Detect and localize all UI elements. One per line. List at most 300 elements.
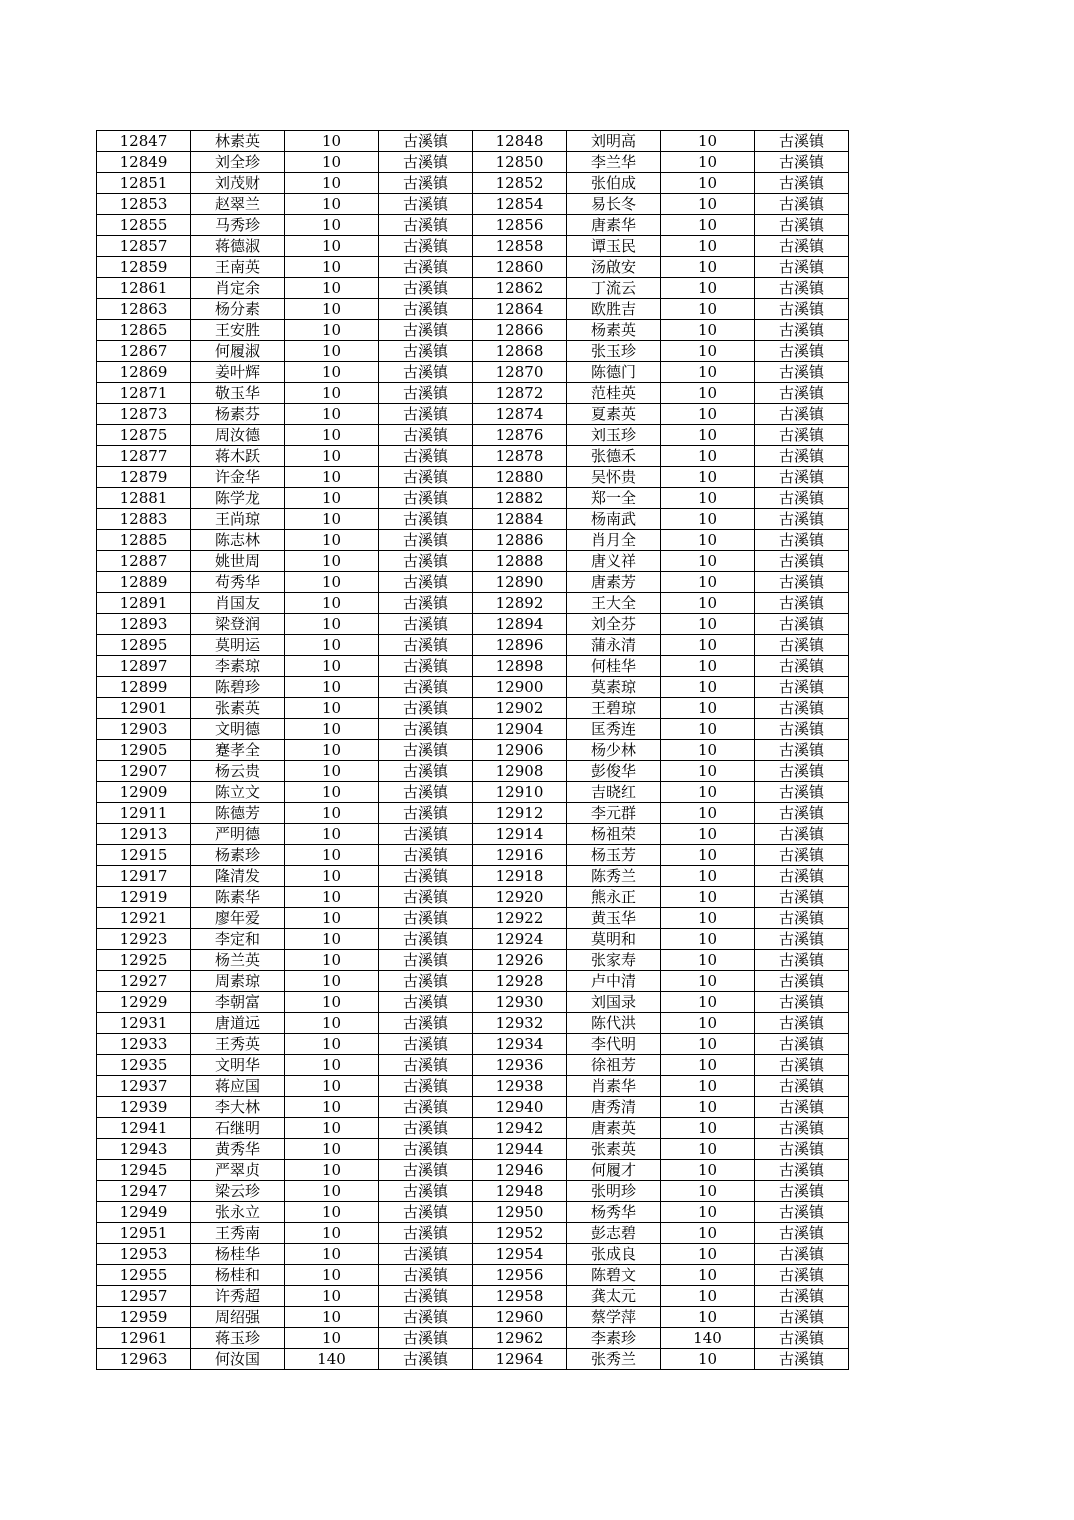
- name-cell: 唐秀清: [567, 1097, 661, 1118]
- id-cell: 12879: [97, 467, 191, 488]
- id-cell: 12926: [473, 950, 567, 971]
- amount-cell: 10: [661, 194, 755, 215]
- name-cell: 匡秀连: [567, 719, 661, 740]
- amount-cell: 10: [661, 1076, 755, 1097]
- table-row: [97, 1160, 849, 1181]
- amount-cell: 10: [285, 782, 379, 803]
- id-cell: 12901: [97, 698, 191, 719]
- table-row: [97, 404, 849, 425]
- id-cell: 12855: [97, 215, 191, 236]
- name-cell: 莫明和: [567, 929, 661, 950]
- name-cell: 姚世周: [191, 551, 285, 572]
- town-cell: 古溪镇: [379, 614, 473, 635]
- table-row: [97, 698, 849, 719]
- town-cell: 古溪镇: [755, 635, 849, 656]
- name-cell: 苟秀华: [191, 572, 285, 593]
- table-row: [97, 950, 849, 971]
- town-cell: 古溪镇: [755, 1349, 849, 1370]
- table-row: [97, 488, 849, 509]
- table-row: [97, 299, 849, 320]
- id-cell: 12861: [97, 278, 191, 299]
- town-cell: 古溪镇: [379, 215, 473, 236]
- town-cell: 古溪镇: [379, 362, 473, 383]
- amount-cell: 10: [661, 719, 755, 740]
- amount-cell: 10: [285, 845, 379, 866]
- town-cell: 古溪镇: [379, 1139, 473, 1160]
- name-cell: 杨桂和: [191, 1265, 285, 1286]
- town-cell: 古溪镇: [379, 929, 473, 950]
- name-cell: 唐素华: [567, 215, 661, 236]
- amount-cell: 10: [661, 887, 755, 908]
- amount-cell: 10: [661, 971, 755, 992]
- name-cell: 张德禾: [567, 446, 661, 467]
- id-cell: 12951: [97, 1223, 191, 1244]
- id-cell: 12877: [97, 446, 191, 467]
- name-cell: 赵翠兰: [191, 194, 285, 215]
- table-row: [97, 551, 849, 572]
- name-cell: 易长冬: [567, 194, 661, 215]
- town-cell: 古溪镇: [755, 1055, 849, 1076]
- town-cell: 古溪镇: [379, 467, 473, 488]
- id-cell: 12908: [473, 761, 567, 782]
- town-cell: 古溪镇: [755, 803, 849, 824]
- town-cell: 古溪镇: [379, 1118, 473, 1139]
- id-cell: 12929: [97, 992, 191, 1013]
- amount-cell: 10: [661, 1181, 755, 1202]
- name-cell: 陈碧文: [567, 1265, 661, 1286]
- town-cell: 古溪镇: [379, 950, 473, 971]
- id-cell: 12919: [97, 887, 191, 908]
- town-cell: 古溪镇: [755, 551, 849, 572]
- id-cell: 12948: [473, 1181, 567, 1202]
- amount-cell: 10: [661, 551, 755, 572]
- table-row: [97, 320, 849, 341]
- id-cell: 12963: [97, 1349, 191, 1370]
- name-cell: 彭俊华: [567, 761, 661, 782]
- amount-cell: 10: [285, 299, 379, 320]
- town-cell: 古溪镇: [755, 782, 849, 803]
- id-cell: 12854: [473, 194, 567, 215]
- id-cell: 12905: [97, 740, 191, 761]
- name-cell: 张明珍: [567, 1181, 661, 1202]
- table-row: [97, 992, 849, 1013]
- name-cell: 张成良: [567, 1244, 661, 1265]
- amount-cell: 10: [661, 1139, 755, 1160]
- town-cell: 古溪镇: [379, 1055, 473, 1076]
- name-cell: 敬玉华: [191, 383, 285, 404]
- amount-cell: 10: [661, 488, 755, 509]
- table-row: [97, 803, 849, 824]
- town-cell: 古溪镇: [755, 257, 849, 278]
- id-cell: 12897: [97, 656, 191, 677]
- id-cell: 12954: [473, 1244, 567, 1265]
- town-cell: 古溪镇: [755, 488, 849, 509]
- name-cell: 廖年爱: [191, 908, 285, 929]
- name-cell: 张伯成: [567, 173, 661, 194]
- town-cell: 古溪镇: [755, 1160, 849, 1181]
- amount-cell: 10: [661, 1118, 755, 1139]
- town-cell: 古溪镇: [755, 698, 849, 719]
- town-cell: 古溪镇: [379, 257, 473, 278]
- id-cell: 12873: [97, 404, 191, 425]
- amount-cell: 10: [661, 1349, 755, 1370]
- town-cell: 古溪镇: [755, 824, 849, 845]
- id-cell: 12904: [473, 719, 567, 740]
- name-cell: 陈学龙: [191, 488, 285, 509]
- table-row: [97, 1265, 849, 1286]
- town-cell: 古溪镇: [755, 362, 849, 383]
- table-row: [97, 1328, 849, 1349]
- town-cell: 古溪镇: [379, 299, 473, 320]
- name-cell: 杨桂华: [191, 1244, 285, 1265]
- town-cell: 古溪镇: [755, 404, 849, 425]
- id-cell: 12848: [473, 131, 567, 152]
- amount-cell: 10: [661, 614, 755, 635]
- town-cell: 古溪镇: [755, 1181, 849, 1202]
- name-cell: 杨秀华: [567, 1202, 661, 1223]
- town-cell: 古溪镇: [379, 740, 473, 761]
- id-cell: 12870: [473, 362, 567, 383]
- amount-cell: 10: [285, 1034, 379, 1055]
- amount-cell: 10: [661, 593, 755, 614]
- amount-cell: 10: [285, 1076, 379, 1097]
- town-cell: 古溪镇: [755, 1307, 849, 1328]
- amount-cell: 10: [661, 698, 755, 719]
- table-row: [97, 341, 849, 362]
- name-cell: 周素琼: [191, 971, 285, 992]
- town-cell: 古溪镇: [379, 173, 473, 194]
- town-cell: 古溪镇: [379, 782, 473, 803]
- id-cell: 12934: [473, 1034, 567, 1055]
- amount-cell: 10: [661, 1202, 755, 1223]
- name-cell: 彭志碧: [567, 1223, 661, 1244]
- name-cell: 蔡学萍: [567, 1307, 661, 1328]
- amount-cell: 10: [285, 1055, 379, 1076]
- id-cell: 12890: [473, 572, 567, 593]
- name-cell: 杨云贵: [191, 761, 285, 782]
- town-cell: 古溪镇: [755, 992, 849, 1013]
- name-cell: 刘国录: [567, 992, 661, 1013]
- town-cell: 古溪镇: [379, 152, 473, 173]
- amount-cell: 10: [285, 530, 379, 551]
- town-cell: 古溪镇: [379, 908, 473, 929]
- town-cell: 古溪镇: [755, 719, 849, 740]
- name-cell: 杨少林: [567, 740, 661, 761]
- name-cell: 王尚琼: [191, 509, 285, 530]
- amount-cell: 10: [285, 467, 379, 488]
- id-cell: 12878: [473, 446, 567, 467]
- table-row: [97, 1286, 849, 1307]
- table-row: [97, 425, 849, 446]
- town-cell: 古溪镇: [755, 1223, 849, 1244]
- name-cell: 文明德: [191, 719, 285, 740]
- town-cell: 古溪镇: [755, 383, 849, 404]
- name-cell: 杨分素: [191, 299, 285, 320]
- name-cell: 郑一全: [567, 488, 661, 509]
- town-cell: 古溪镇: [379, 1349, 473, 1370]
- id-cell: 12945: [97, 1160, 191, 1181]
- name-cell: 丁流云: [567, 278, 661, 299]
- id-cell: 12869: [97, 362, 191, 383]
- name-cell: 夏素英: [567, 404, 661, 425]
- town-cell: 古溪镇: [755, 173, 849, 194]
- town-cell: 古溪镇: [379, 551, 473, 572]
- amount-cell: 10: [285, 194, 379, 215]
- town-cell: 古溪镇: [755, 446, 849, 467]
- amount-cell: 10: [285, 803, 379, 824]
- table-row: [97, 1181, 849, 1202]
- id-cell: 12959: [97, 1307, 191, 1328]
- table-row: [97, 572, 849, 593]
- id-cell: 12895: [97, 635, 191, 656]
- table-row: [97, 446, 849, 467]
- town-cell: 古溪镇: [379, 425, 473, 446]
- id-cell: 12910: [473, 782, 567, 803]
- name-cell: 何履才: [567, 1160, 661, 1181]
- name-cell: 文明华: [191, 1055, 285, 1076]
- town-cell: 古溪镇: [755, 1034, 849, 1055]
- amount-cell: 10: [285, 971, 379, 992]
- town-cell: 古溪镇: [755, 1118, 849, 1139]
- town-cell: 古溪镇: [755, 1244, 849, 1265]
- id-cell: 12928: [473, 971, 567, 992]
- id-cell: 12868: [473, 341, 567, 362]
- amount-cell: 10: [661, 1244, 755, 1265]
- name-cell: 李元群: [567, 803, 661, 824]
- table-row: [97, 1244, 849, 1265]
- name-cell: 吴怀贵: [567, 467, 661, 488]
- town-cell: 古溪镇: [755, 1139, 849, 1160]
- amount-cell: 10: [285, 656, 379, 677]
- id-cell: 12856: [473, 215, 567, 236]
- amount-cell: 10: [285, 509, 379, 530]
- amount-cell: 10: [661, 404, 755, 425]
- town-cell: 古溪镇: [379, 530, 473, 551]
- id-cell: 12925: [97, 950, 191, 971]
- town-cell: 古溪镇: [755, 341, 849, 362]
- amount-cell: 10: [285, 1223, 379, 1244]
- amount-cell: 10: [661, 1307, 755, 1328]
- amount-cell: 10: [661, 1055, 755, 1076]
- name-cell: 汤啟安: [567, 257, 661, 278]
- town-cell: 古溪镇: [379, 1223, 473, 1244]
- amount-cell: 10: [661, 1223, 755, 1244]
- town-cell: 古溪镇: [379, 887, 473, 908]
- town-cell: 古溪镇: [755, 152, 849, 173]
- name-cell: 刘明高: [567, 131, 661, 152]
- id-cell: 12953: [97, 1244, 191, 1265]
- id-cell: 12938: [473, 1076, 567, 1097]
- id-cell: 12950: [473, 1202, 567, 1223]
- name-cell: 周汝德: [191, 425, 285, 446]
- town-cell: 古溪镇: [379, 1076, 473, 1097]
- amount-cell: 10: [661, 530, 755, 551]
- amount-cell: 10: [661, 803, 755, 824]
- town-cell: 古溪镇: [755, 1202, 849, 1223]
- name-cell: 李兰华: [567, 152, 661, 173]
- town-cell: 古溪镇: [755, 929, 849, 950]
- town-cell: 古溪镇: [755, 1076, 849, 1097]
- id-cell: 12949: [97, 1202, 191, 1223]
- name-cell: 杨素英: [567, 320, 661, 341]
- id-cell: 12853: [97, 194, 191, 215]
- id-cell: 12859: [97, 257, 191, 278]
- id-cell: 12939: [97, 1097, 191, 1118]
- id-cell: 12907: [97, 761, 191, 782]
- amount-cell: 10: [285, 173, 379, 194]
- town-cell: 古溪镇: [755, 467, 849, 488]
- amount-cell: 10: [661, 278, 755, 299]
- amount-cell: 10: [661, 656, 755, 677]
- amount-cell: 10: [661, 782, 755, 803]
- id-cell: 12961: [97, 1328, 191, 1349]
- amount-cell: 10: [285, 362, 379, 383]
- table-row: [97, 635, 849, 656]
- id-cell: 12899: [97, 677, 191, 698]
- amount-cell: 10: [661, 572, 755, 593]
- amount-cell: 10: [661, 362, 755, 383]
- id-cell: 12863: [97, 299, 191, 320]
- table-row: [97, 1118, 849, 1139]
- town-cell: 古溪镇: [379, 341, 473, 362]
- id-cell: 12927: [97, 971, 191, 992]
- amount-cell: 10: [661, 236, 755, 257]
- id-cell: 12914: [473, 824, 567, 845]
- name-cell: 徐祖芳: [567, 1055, 661, 1076]
- name-cell: 李素琼: [191, 656, 285, 677]
- table-row: [97, 131, 849, 152]
- id-cell: 12909: [97, 782, 191, 803]
- amount-cell: 10: [661, 761, 755, 782]
- name-cell: 梁登润: [191, 614, 285, 635]
- name-cell: 陈碧珍: [191, 677, 285, 698]
- amount-cell: 10: [285, 698, 379, 719]
- table-row: [97, 1307, 849, 1328]
- amount-cell: 10: [661, 908, 755, 929]
- town-cell: 古溪镇: [755, 425, 849, 446]
- town-cell: 古溪镇: [755, 215, 849, 236]
- amount-cell: 140: [661, 1328, 755, 1349]
- id-cell: 12902: [473, 698, 567, 719]
- town-cell: 古溪镇: [755, 299, 849, 320]
- name-cell: 杨素珍: [191, 845, 285, 866]
- id-cell: 12847: [97, 131, 191, 152]
- town-cell: 古溪镇: [379, 971, 473, 992]
- town-cell: 古溪镇: [379, 1286, 473, 1307]
- town-cell: 古溪镇: [379, 635, 473, 656]
- amount-cell: 10: [285, 572, 379, 593]
- name-cell: 王秀南: [191, 1223, 285, 1244]
- amount-cell: 10: [661, 635, 755, 656]
- name-cell: 卢中清: [567, 971, 661, 992]
- name-cell: 龚太元: [567, 1286, 661, 1307]
- town-cell: 古溪镇: [755, 572, 849, 593]
- name-cell: 隆清发: [191, 866, 285, 887]
- table-row: [97, 971, 849, 992]
- town-cell: 古溪镇: [755, 908, 849, 929]
- amount-cell: 10: [285, 236, 379, 257]
- name-cell: 王碧琼: [567, 698, 661, 719]
- name-cell: 蹇孝全: [191, 740, 285, 761]
- id-cell: 12885: [97, 530, 191, 551]
- id-cell: 12941: [97, 1118, 191, 1139]
- amount-cell: 10: [661, 929, 755, 950]
- name-cell: 石继明: [191, 1118, 285, 1139]
- name-cell: 黄玉华: [567, 908, 661, 929]
- table-row: [97, 824, 849, 845]
- table-row: [97, 152, 849, 173]
- id-cell: 12857: [97, 236, 191, 257]
- name-cell: 陈秀兰: [567, 866, 661, 887]
- name-cell: 何桂华: [567, 656, 661, 677]
- amount-cell: 10: [661, 1160, 755, 1181]
- amount-cell: 10: [661, 341, 755, 362]
- id-cell: 12860: [473, 257, 567, 278]
- id-cell: 12867: [97, 341, 191, 362]
- id-cell: 12896: [473, 635, 567, 656]
- id-cell: 12874: [473, 404, 567, 425]
- amount-cell: 10: [285, 488, 379, 509]
- amount-cell: 10: [661, 1265, 755, 1286]
- name-cell: 蒋应国: [191, 1076, 285, 1097]
- town-cell: 古溪镇: [755, 971, 849, 992]
- name-cell: 蒲永清: [567, 635, 661, 656]
- amount-cell: 10: [285, 1202, 379, 1223]
- table-row: [97, 740, 849, 761]
- name-cell: 欧胜吉: [567, 299, 661, 320]
- id-cell: 12943: [97, 1139, 191, 1160]
- table-row: [97, 866, 849, 887]
- id-cell: 12940: [473, 1097, 567, 1118]
- name-cell: 陈代洪: [567, 1013, 661, 1034]
- name-cell: 唐素芳: [567, 572, 661, 593]
- town-cell: 古溪镇: [379, 1328, 473, 1349]
- amount-cell: 10: [285, 1160, 379, 1181]
- name-cell: 张家寿: [567, 950, 661, 971]
- name-cell: 梁云珍: [191, 1181, 285, 1202]
- table-row: [97, 782, 849, 803]
- amount-cell: 10: [661, 257, 755, 278]
- id-cell: 12937: [97, 1076, 191, 1097]
- amount-cell: 10: [661, 299, 755, 320]
- amount-cell: 10: [285, 614, 379, 635]
- data-table: [96, 130, 849, 1370]
- name-cell: 蒋德淑: [191, 236, 285, 257]
- amount-cell: 10: [661, 845, 755, 866]
- amount-cell: 10: [285, 1118, 379, 1139]
- id-cell: 12886: [473, 530, 567, 551]
- amount-cell: 10: [285, 677, 379, 698]
- town-cell: 古溪镇: [379, 1244, 473, 1265]
- name-cell: 张素英: [567, 1139, 661, 1160]
- id-cell: 12944: [473, 1139, 567, 1160]
- id-cell: 12952: [473, 1223, 567, 1244]
- name-cell: 肖国友: [191, 593, 285, 614]
- name-cell: 陈素华: [191, 887, 285, 908]
- amount-cell: 10: [661, 467, 755, 488]
- id-cell: 12933: [97, 1034, 191, 1055]
- id-cell: 12906: [473, 740, 567, 761]
- name-cell: 唐道远: [191, 1013, 285, 1034]
- name-cell: 肖素华: [567, 1076, 661, 1097]
- amount-cell: 10: [285, 1013, 379, 1034]
- amount-cell: 10: [285, 1265, 379, 1286]
- id-cell: 12955: [97, 1265, 191, 1286]
- town-cell: 古溪镇: [379, 1160, 473, 1181]
- table-row: [97, 509, 849, 530]
- town-cell: 古溪镇: [755, 950, 849, 971]
- town-cell: 古溪镇: [379, 1265, 473, 1286]
